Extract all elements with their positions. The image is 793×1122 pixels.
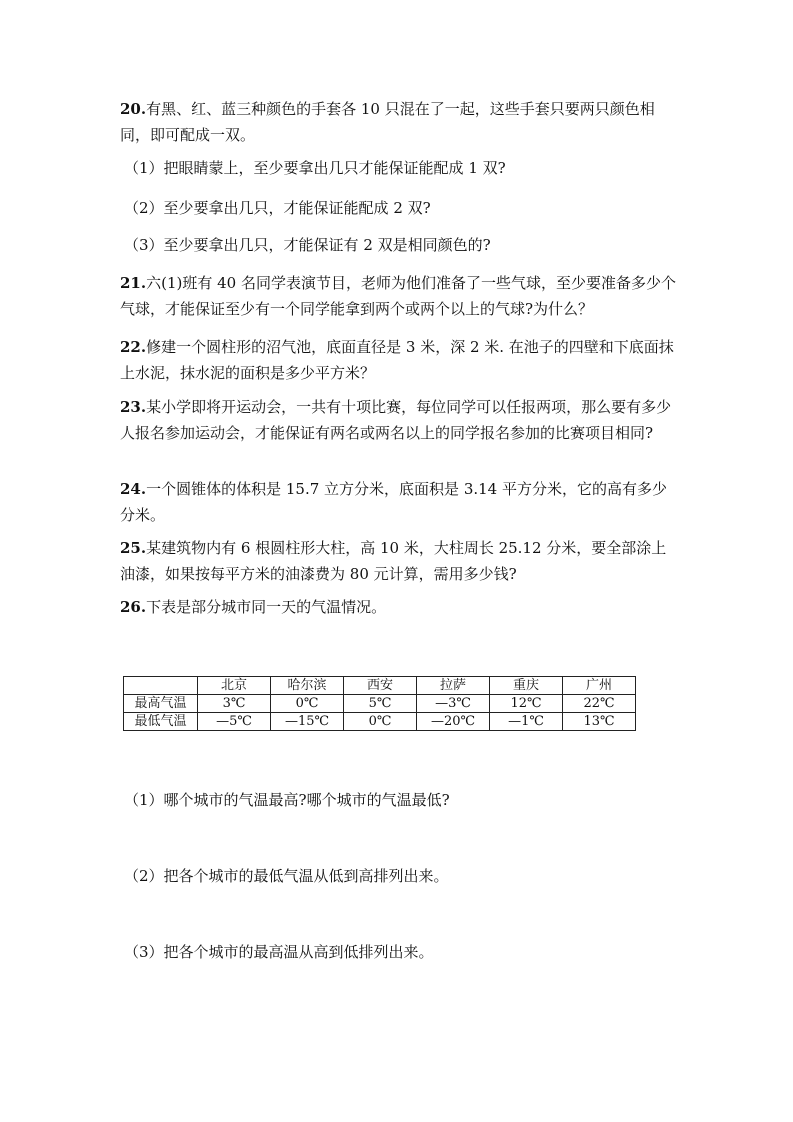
table-header-cell: 哈尔滨: [271, 677, 344, 695]
question-24: [120, 476, 680, 528]
question-number: 20.: [120, 100, 147, 118]
question-21: [120, 270, 680, 322]
question-number: 25.: [120, 539, 147, 557]
table-cell: 3℃: [198, 695, 271, 713]
question-20-part-3: （3）至少要拿出几只，才能保证有 2 双是相同颜色的?: [124, 236, 491, 254]
table-header-cell: 西安: [344, 677, 417, 695]
table-row-label: 最高气温: [124, 695, 198, 713]
question-number: 21.: [120, 274, 147, 292]
question-text: 一个圆锥体的体积是 15.7 立方分米，底面积是 3.14 平方分米，它的高有多少分米。: [120, 480, 667, 524]
table-row: [124, 695, 636, 713]
question-text: 某建筑物内有 6 根圆柱形大柱，高 10 米，大柱周长 25.12 分米，要全部涂上油漆，如果按每平方米的油漆费为 80 元计算，需用多少钱?: [120, 539, 667, 583]
table-header-cell: 重庆: [490, 677, 563, 695]
table-cell: —5℃: [198, 713, 271, 731]
question-26: [120, 594, 680, 620]
table-cell: 5℃: [344, 695, 417, 713]
question-number: 22.: [120, 338, 147, 356]
question-text: 有黑、红、蓝三种颜色的手套各 10 只混在了一起，这些手套只要两只颜色相同，即可配成一双。: [120, 100, 655, 144]
question-22: [120, 334, 680, 386]
table-header-cell: 广州: [563, 677, 636, 695]
question-text: 下表是部分城市同一天的气温情况。: [146, 598, 387, 616]
question-number: 26.: [120, 598, 147, 616]
question-20-part-1: （1）把眼睛蒙上，至少要拿出几只才能保证能配成 1 双?: [124, 159, 506, 177]
table-cell: —3℃: [417, 695, 490, 713]
table-header-cell: 北京: [198, 677, 271, 695]
question-20: [120, 96, 680, 148]
table-cell: —1℃: [490, 713, 563, 731]
temperature-table: [123, 676, 636, 731]
question-text: 六(1)班有 40 名同学表演节目，老师为他们准备了一些气球，至少要准备多少个气球，才能保证至少有一个同学能拿到两个或两个以上的气球?为什么？: [120, 274, 676, 318]
question-26-part-3: （3）把各个城市的最高温从高到低排列出来。: [124, 943, 434, 961]
table-cell: 12℃: [490, 695, 563, 713]
question-text: 某小学即将开运动会，一共有十项比赛，每位同学可以任报两项，那么要有多少人报名参加运动会，才能保证有两名或两名以上的同学报名参加的比赛项目相同?: [120, 398, 672, 442]
table-row: [124, 713, 636, 731]
table-cell: —15℃: [271, 713, 344, 731]
table-cell: 0℃: [271, 695, 344, 713]
table-cell: —20℃: [417, 713, 490, 731]
table-header-row: [124, 677, 636, 695]
table-cell: 0℃: [344, 713, 417, 731]
question-25: [120, 535, 680, 587]
table-row-label: 最低气温: [124, 713, 198, 731]
table-cell: 13℃: [563, 713, 636, 731]
table-cell: 22℃: [563, 695, 636, 713]
table-header-cell: 拉萨: [417, 677, 490, 695]
question-26-part-2: （2）把各个城市的最低气温从低到高排列出来。: [124, 867, 449, 885]
question-26-part-1: （1）哪个城市的气温最高?哪个城市的气温最低?: [124, 791, 450, 809]
question-23: [120, 394, 680, 446]
question-20-part-2: （2）至少要拿出几只，才能保证能配成 2 双?: [124, 199, 431, 217]
question-text: 修建一个圆柱形的沼气池，底面直径是 3 米，深 2 米. 在池子的四壁和下底面抹上水泥，抹水泥的面积是多少平方米？: [120, 338, 674, 382]
question-number: 24.: [120, 480, 147, 498]
question-number: 23.: [120, 398, 147, 416]
table-corner-cell: [124, 677, 198, 695]
